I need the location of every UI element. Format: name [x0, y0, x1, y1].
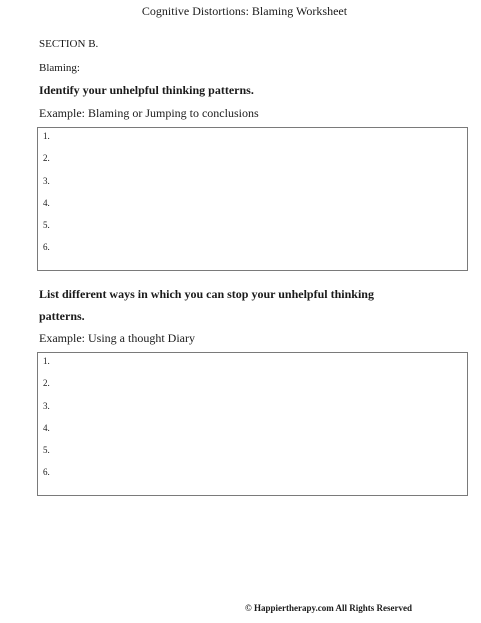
answer-line-1-5[interactable]: 5.	[43, 220, 50, 230]
answer-line-1-2[interactable]: 2.	[43, 153, 50, 163]
page-title: Cognitive Distortions: Blaming Worksheet	[141, 4, 348, 18]
question-2-prompt-line-1: List different ways in which you can stop your unhelpful thinking	[39, 287, 374, 301]
question-1-example: Example: Blaming or Jumping to conclusions	[39, 106, 259, 120]
answer-box-1[interactable]	[37, 127, 468, 271]
answer-line-2-4[interactable]: 4.	[43, 423, 50, 433]
question-2-example: Example: Using a thought Diary	[39, 331, 195, 345]
topic-label: Blaming:	[39, 62, 80, 74]
answer-line-1-4[interactable]: 4.	[43, 198, 50, 208]
answer-line-2-1[interactable]: 1.	[43, 356, 50, 366]
copyright-footer: © Happiertherapy.com All Rights Reserved	[245, 603, 412, 613]
answer-line-1-6[interactable]: 6.	[43, 242, 50, 252]
answer-line-1-3[interactable]: 3.	[43, 176, 50, 186]
section-label: SECTION B.	[39, 38, 99, 50]
answer-line-2-3[interactable]: 3.	[43, 401, 50, 411]
answer-line-2-6[interactable]: 6.	[43, 467, 50, 477]
question-2-prompt-line-2: patterns.	[39, 309, 85, 323]
answer-box-2[interactable]	[37, 352, 468, 496]
answer-line-2-2[interactable]: 2.	[43, 378, 50, 388]
question-1-prompt: Identify your unhelpful thinking patterns.	[39, 83, 254, 97]
answer-line-2-5[interactable]: 5.	[43, 445, 50, 455]
answer-line-1-1[interactable]: 1.	[43, 131, 50, 141]
